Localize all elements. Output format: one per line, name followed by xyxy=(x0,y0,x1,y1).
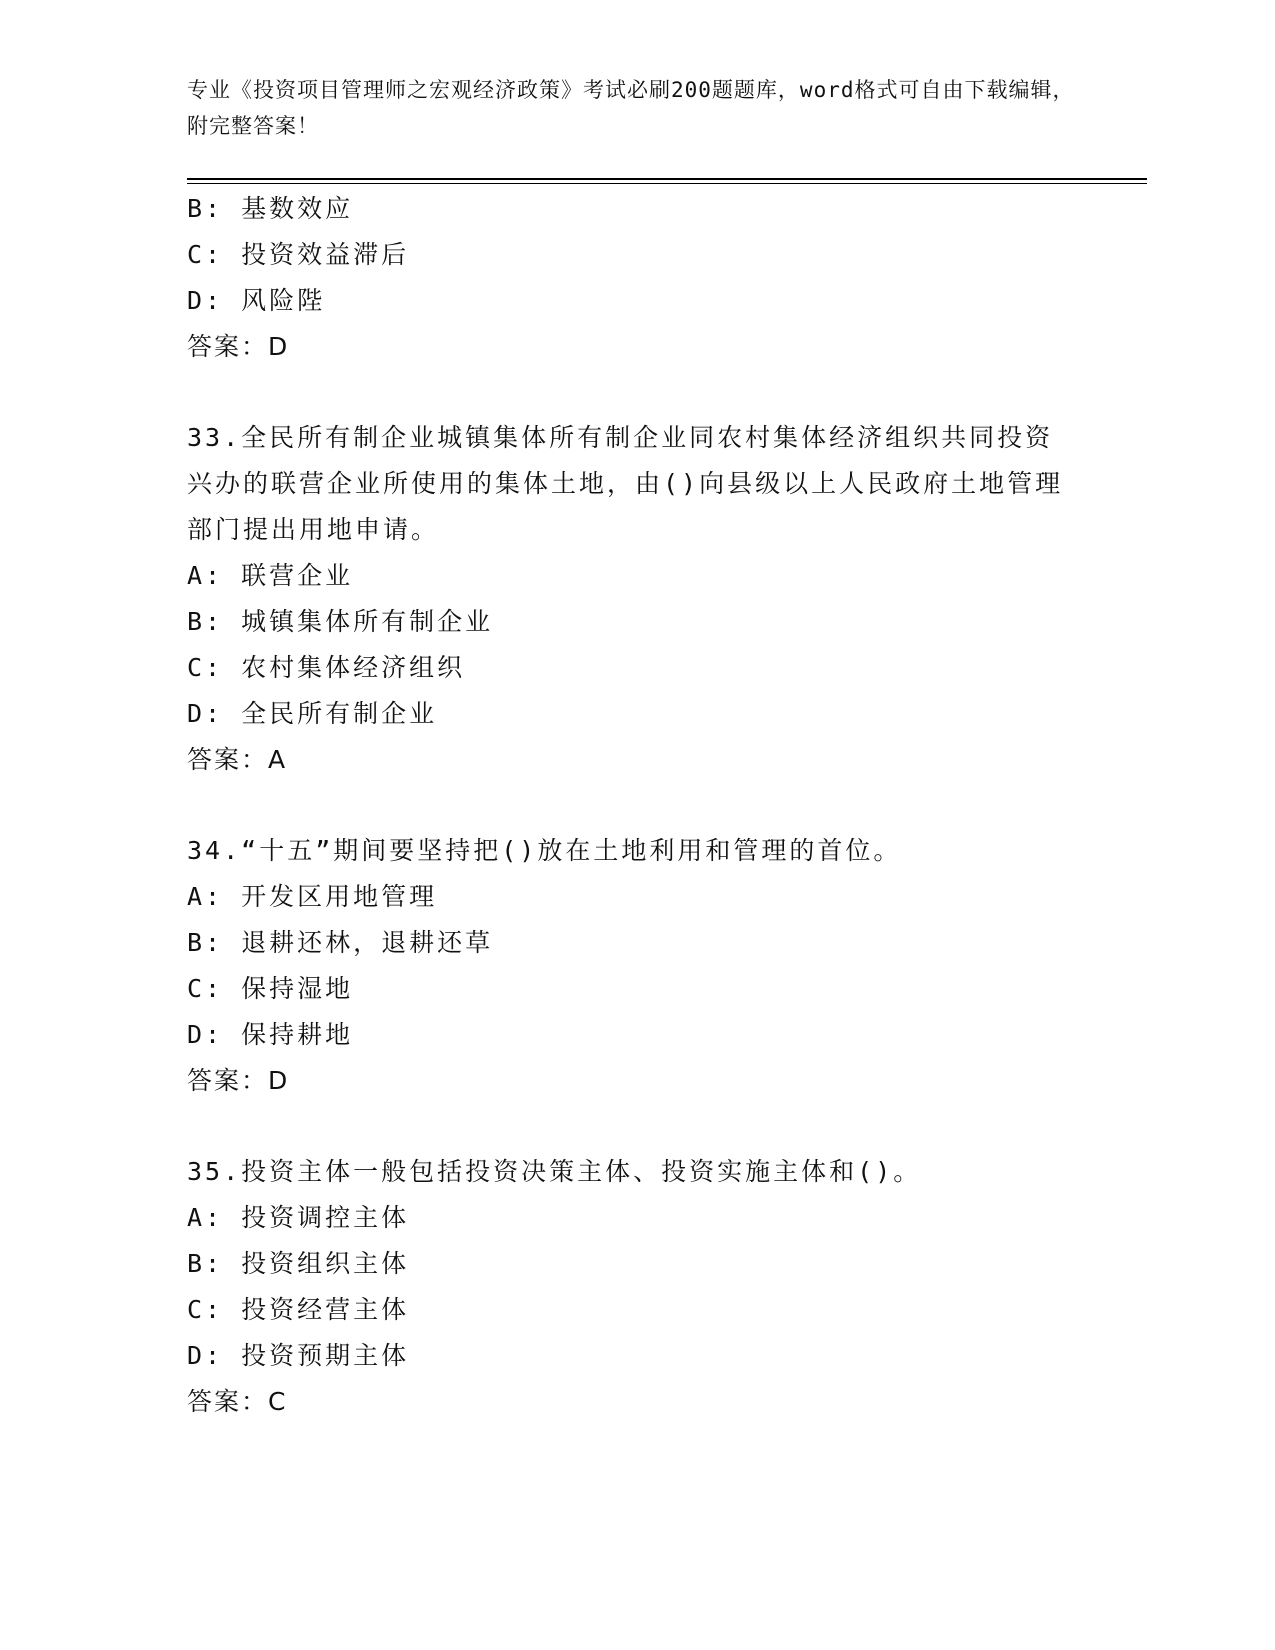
option-a: A: 开发区用地管理 xyxy=(187,882,438,911)
option-b: B: 退耕还林，退耕还草 xyxy=(187,928,494,957)
question-35 xyxy=(187,1149,1077,1425)
option-b: B: 城镇集体所有制企业 xyxy=(187,607,494,636)
header-divider-thick xyxy=(187,178,1147,180)
answer: 答案：A xyxy=(187,745,288,774)
question-list xyxy=(187,186,1077,1425)
question-33 xyxy=(187,415,1077,783)
option-c: C: 保持湿地 xyxy=(187,974,354,1003)
question-34 xyxy=(187,828,1077,1104)
option-a: A: 联营企业 xyxy=(187,561,354,590)
document-header: 专业《投资项目管理师之宏观经济政策》考试必刷200题题库，word格式可自由下载编辑，附完整答案！ xyxy=(187,78,1075,138)
answer: 答案：D xyxy=(187,1066,290,1095)
spacer xyxy=(187,1104,1077,1149)
question-stem: 34.“十五”期间要坚持把()放在土地利用和管理的首位。 xyxy=(187,836,902,865)
option-d: D: 风险陛 xyxy=(187,286,326,315)
option-a: A: 投资调控主体 xyxy=(187,1203,410,1232)
prev-question-block xyxy=(187,186,1077,370)
option-c: C: 农村集体经济组织 xyxy=(187,653,466,682)
question-stem: 33.全民所有制企业城镇集体所有制企业同农村集体经济组织共同投资兴办的联营企业所使用的集体土地，由()向县级以上人民政府土地管理部门提出用地申请。 xyxy=(187,423,1064,544)
answer: 答案：D xyxy=(187,332,290,361)
option-d: D: 投资预期主体 xyxy=(187,1341,410,1370)
spacer xyxy=(187,370,1077,415)
question-stem: 35.投资主体一般包括投资决策主体、投资实施主体和()。 xyxy=(187,1157,922,1186)
option-d: D: 全民所有制企业 xyxy=(187,699,438,728)
option-c: C: 投资效益滞后 xyxy=(187,240,410,269)
option-b: B: 基数效应 xyxy=(187,194,354,223)
option-d: D: 保持耕地 xyxy=(187,1020,354,1049)
option-c: C: 投资经营主体 xyxy=(187,1295,410,1324)
spacer xyxy=(187,783,1077,828)
header-divider-thin xyxy=(187,183,1147,184)
option-b: B: 投资组织主体 xyxy=(187,1249,410,1278)
answer: 答案：C xyxy=(187,1387,288,1416)
